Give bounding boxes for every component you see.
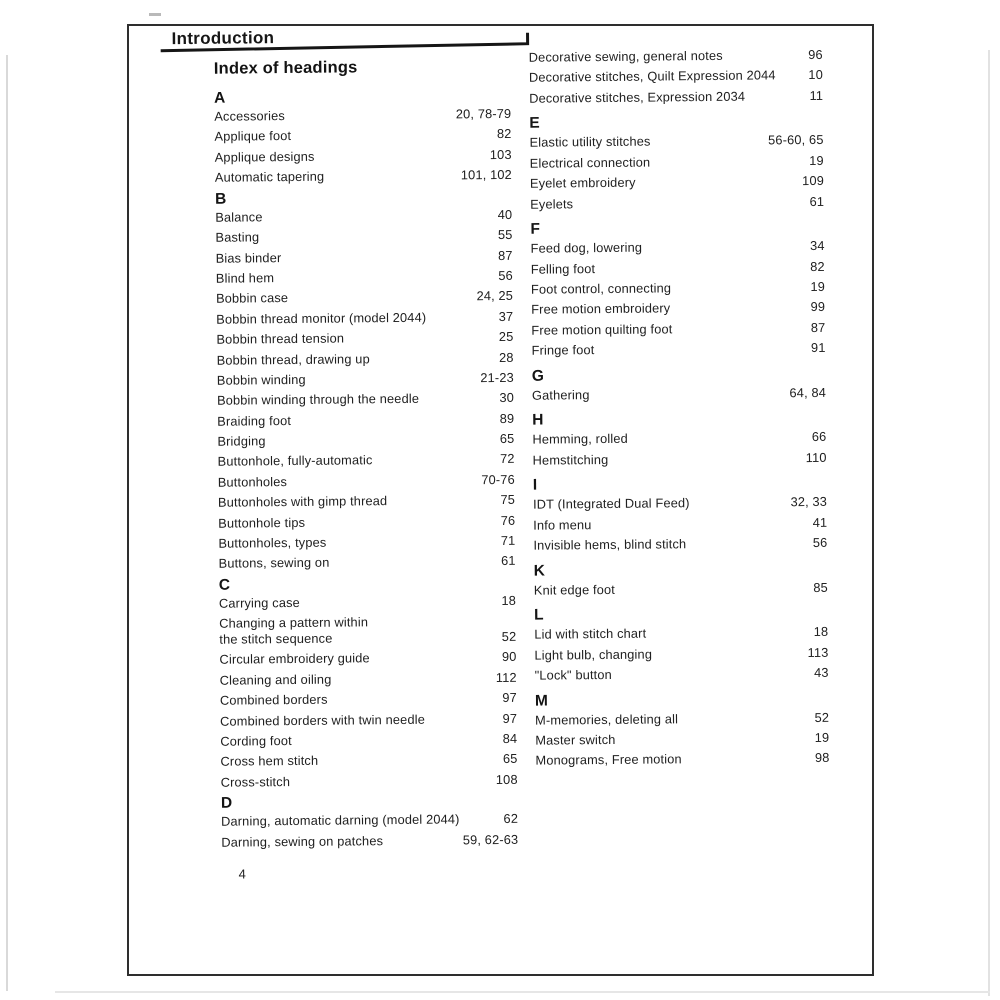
section-letter-a: A (214, 89, 226, 107)
index-entry (217, 390, 514, 408)
entry-label: Combined borders (219, 691, 328, 708)
entry-label: Electrical connection (529, 154, 651, 171)
index-entry (221, 832, 518, 850)
entry-label: Info menu (533, 516, 592, 533)
section-letter-h: H (532, 411, 544, 429)
entry-label: Knit edge foot (533, 581, 616, 598)
index-entry (220, 710, 517, 728)
entry-label: Buttonhole, fully-automatic (217, 452, 373, 470)
index-entry (530, 173, 824, 191)
entry-pages: 87 (498, 247, 513, 263)
entry-pages: 20, 78-79 (455, 105, 512, 122)
entry-pages: 32, 33 (790, 494, 828, 510)
entry-label: Carrying case (218, 594, 300, 611)
entry-label: Bobbin thread tension (216, 330, 345, 347)
entry-label: Combined borders with twin needle (220, 711, 426, 729)
index-entry (533, 450, 827, 468)
entry-pages: 55 (497, 227, 513, 243)
page-title: Index of headings (213, 58, 358, 78)
entry-label: Bobbin winding (216, 371, 306, 388)
index-entry (535, 730, 829, 748)
entry-pages: 19 (814, 729, 830, 745)
section-letter-g: G (531, 367, 545, 385)
entry-label: Cording foot (220, 732, 292, 749)
section-letter-d: D (220, 794, 233, 813)
index-entry (216, 329, 513, 347)
index-entry (531, 299, 825, 317)
entry-pages: 65 (502, 751, 518, 767)
entry-pages: 110 (805, 449, 827, 465)
entry-label: Decorative stitches, Quilt Expression 2044 (528, 67, 776, 86)
entry-pages: 25 (498, 328, 514, 345)
entry-label: Basting (215, 229, 260, 245)
section-letter-i: I (532, 476, 538, 494)
entry-pages: 34 (809, 238, 825, 254)
entry-pages: 89 (499, 410, 515, 426)
index-entry (218, 472, 515, 490)
index-entry (220, 731, 517, 749)
section-header: Introduction (171, 28, 275, 49)
index-entry (219, 613, 516, 647)
entry-label: Buttonholes, types (218, 534, 327, 551)
entry-label: Cleaning and oiling (219, 671, 332, 688)
index-entry (215, 207, 512, 225)
index-entry (215, 227, 512, 245)
entry-pages: 19 (810, 278, 826, 294)
index-entry (534, 579, 828, 597)
entry-pages: 84 (502, 730, 518, 746)
index-entry (531, 340, 825, 358)
entry-pages: 52 (501, 628, 517, 644)
index-entry (217, 411, 514, 429)
entry-label: Cross-stitch (220, 773, 291, 790)
entry-pages: 64, 84 (789, 384, 827, 400)
entry-label: Hemstitching (532, 451, 609, 468)
entry-label: Free motion quilting foot (531, 321, 673, 338)
index-entry (535, 665, 829, 683)
entry-pages: 61 (809, 193, 825, 209)
index-entry (535, 709, 829, 727)
index-entry (216, 247, 513, 265)
entry-pages: 18 (813, 624, 829, 640)
index-entry (214, 126, 511, 144)
entry-label: Decorative stitches, Expression 2034 (529, 88, 746, 106)
index-entry (221, 811, 518, 829)
index-entry (217, 349, 514, 367)
entry-pages: 85 (813, 579, 828, 595)
section-letter-f: F (530, 220, 541, 238)
index-entry (219, 649, 516, 667)
entry-label: Bobbin thread monitor (model 2044) (216, 309, 427, 327)
index-left-column (214, 88, 518, 855)
entry-pages: 76 (500, 512, 516, 528)
index-entry (529, 47, 823, 65)
index-entry (530, 153, 824, 171)
index-entry (533, 515, 827, 533)
entry-label: Buttonholes (217, 473, 288, 490)
entry-label: Master switch (535, 731, 616, 748)
entry-pages: 18 (501, 592, 517, 608)
index-entry (529, 132, 823, 150)
entry-label: Automatic tapering (214, 168, 325, 185)
entry-pages: 65 (499, 430, 515, 447)
entry-label: Fringe foot (531, 342, 595, 358)
entry-pages: 37 (498, 308, 514, 324)
entry-pages: 66 (811, 429, 827, 445)
entry-label: Hemming, rolled (532, 431, 628, 447)
entry-pages: 96 (808, 46, 823, 63)
entry-pages: 75 (500, 492, 516, 508)
entry-pages: 56 (812, 534, 828, 551)
entry-pages: 70-76 (481, 471, 515, 488)
entry-label: Felling foot (530, 260, 596, 277)
entry-label: Darning, automatic darning (model 2044) (221, 811, 460, 830)
entry-pages: 112 (495, 669, 517, 685)
entry-pages: 24, 25 (476, 288, 514, 304)
entry-label: Light bulb, changing (534, 646, 653, 663)
entry-label: Balance (215, 209, 263, 225)
index-entry (217, 431, 514, 449)
entry-label: Bobbin winding through the needle (216, 391, 420, 408)
entry-label: Foot control, connecting (530, 280, 672, 297)
index-entry (216, 288, 513, 306)
entry-label: Bridging (217, 433, 266, 449)
index-entry (533, 535, 827, 553)
entry-pages: 19 (809, 152, 824, 168)
entry-pages: 82 (810, 258, 825, 274)
index-entry (219, 553, 516, 571)
entry-pages: 56 (498, 267, 513, 283)
entry-pages: 82 (496, 126, 512, 142)
entry-label: Feed dog, lowering (530, 239, 643, 256)
page-number: 4 (238, 866, 246, 882)
entry-label: Applique designs (214, 148, 315, 165)
index-entry (218, 492, 515, 510)
entry-label: IDT (Integrated Dual Feed) (532, 495, 690, 512)
index-entry (220, 670, 517, 688)
index-entry (220, 751, 517, 769)
entry-label: Bobbin thread, drawing up (216, 350, 370, 368)
index-right-column (529, 47, 830, 774)
entry-label: Blind hem (215, 270, 275, 286)
entry-pages: 71 (500, 532, 516, 549)
index-entry (531, 258, 825, 276)
index-entry (214, 106, 511, 124)
index-entry (534, 644, 828, 662)
section-letter-m: M (534, 692, 549, 710)
entry-label: Invisible hems, blind stitch (533, 536, 687, 553)
entry-pages: 56-60, 65 (768, 132, 824, 148)
section-letter-b: B (215, 190, 227, 208)
section-letter-c: C (218, 576, 231, 594)
index-entry (218, 451, 515, 469)
index-entry (216, 268, 513, 286)
entry-label: Circular embroidery guide (219, 650, 370, 668)
index-entry (216, 309, 513, 327)
header-underline-bracket (158, 28, 532, 62)
entry-pages: 109 (802, 173, 825, 189)
entry-pages: 72 (499, 451, 515, 467)
entry-label: Lid with stitch chart (534, 625, 647, 642)
entry-pages: 11 (809, 87, 824, 103)
entry-label: Eyelet embroidery (529, 174, 636, 191)
entry-label: Buttons, sewing on (218, 555, 330, 572)
entry-label: Monograms, Free motion (535, 751, 682, 769)
index-entry (532, 429, 826, 447)
entry-pages: 10 (808, 67, 824, 83)
entry-pages: 61 (500, 553, 516, 569)
entry-pages: 98 (814, 750, 830, 766)
index-entry (217, 370, 514, 388)
index-entry (533, 494, 827, 512)
entry-pages: 87 (810, 319, 826, 335)
entry-label: Eyelets (530, 195, 574, 212)
section-letter-l: L (534, 606, 544, 624)
entry-label: Applique foot (214, 128, 292, 145)
entry-label: Darning, sewing on patches (221, 832, 384, 850)
entry-label: Buttonhole tips (218, 514, 306, 531)
entry-label: Changing a pattern within the stitch sequence (219, 614, 369, 647)
index-entry (534, 624, 828, 642)
entry-pages: 91 (810, 339, 826, 356)
index-entry (218, 512, 515, 530)
entry-label: Cross hem stitch (220, 753, 319, 770)
entry-pages: 113 (807, 644, 829, 660)
index-entry (529, 88, 823, 106)
index-entry (532, 385, 826, 403)
index-entry (535, 750, 829, 768)
section-letter-k: K (533, 562, 546, 580)
entry-label: Bias binder (215, 249, 282, 266)
entry-label: Free motion embroidery (531, 300, 671, 318)
entry-label: Bobbin case (215, 290, 289, 307)
entry-label: Braiding foot (217, 412, 292, 429)
section-letter-e: E (529, 114, 540, 133)
index-entry (531, 320, 825, 338)
entry-label: Gathering (531, 386, 590, 403)
entry-label: Accessories (214, 108, 286, 124)
entry-pages: 90 (501, 649, 517, 665)
index-entry (218, 533, 515, 551)
entry-pages: 28 (499, 349, 514, 365)
entry-pages: 30 (499, 390, 515, 406)
entry-label: "Lock" button (534, 666, 612, 683)
entry-pages: 108 (495, 771, 518, 787)
index-entry (215, 147, 512, 165)
index-entry (219, 593, 516, 611)
entry-pages: 62 (503, 811, 519, 827)
entry-pages: 41 (812, 514, 828, 530)
entry-pages: 21-23 (480, 369, 514, 386)
index-entry (531, 279, 825, 297)
entry-pages: 101, 102 (460, 167, 512, 183)
entry-pages: 103 (489, 146, 512, 162)
index-entry (220, 690, 517, 708)
entry-pages: 59, 62-63 (462, 831, 519, 848)
entry-pages: 97 (502, 710, 518, 726)
entry-pages: 43 (814, 664, 829, 681)
entry-label: M-memories, deleting all (535, 710, 679, 728)
entry-pages: 40 (497, 206, 513, 222)
index-entry (530, 193, 824, 211)
index-entry (531, 238, 825, 256)
entry-pages: 52 (814, 709, 830, 725)
index-entry (215, 167, 512, 185)
entry-label: Decorative sewing, general notes (528, 47, 723, 65)
index-entry (529, 67, 823, 85)
entry-pages: 97 (502, 690, 517, 706)
entry-label: Buttonholes with gimp thread (217, 493, 388, 510)
index-entry (221, 772, 518, 790)
entry-label: Elastic utility stitches (529, 133, 651, 151)
entry-pages: 99 (810, 299, 826, 315)
